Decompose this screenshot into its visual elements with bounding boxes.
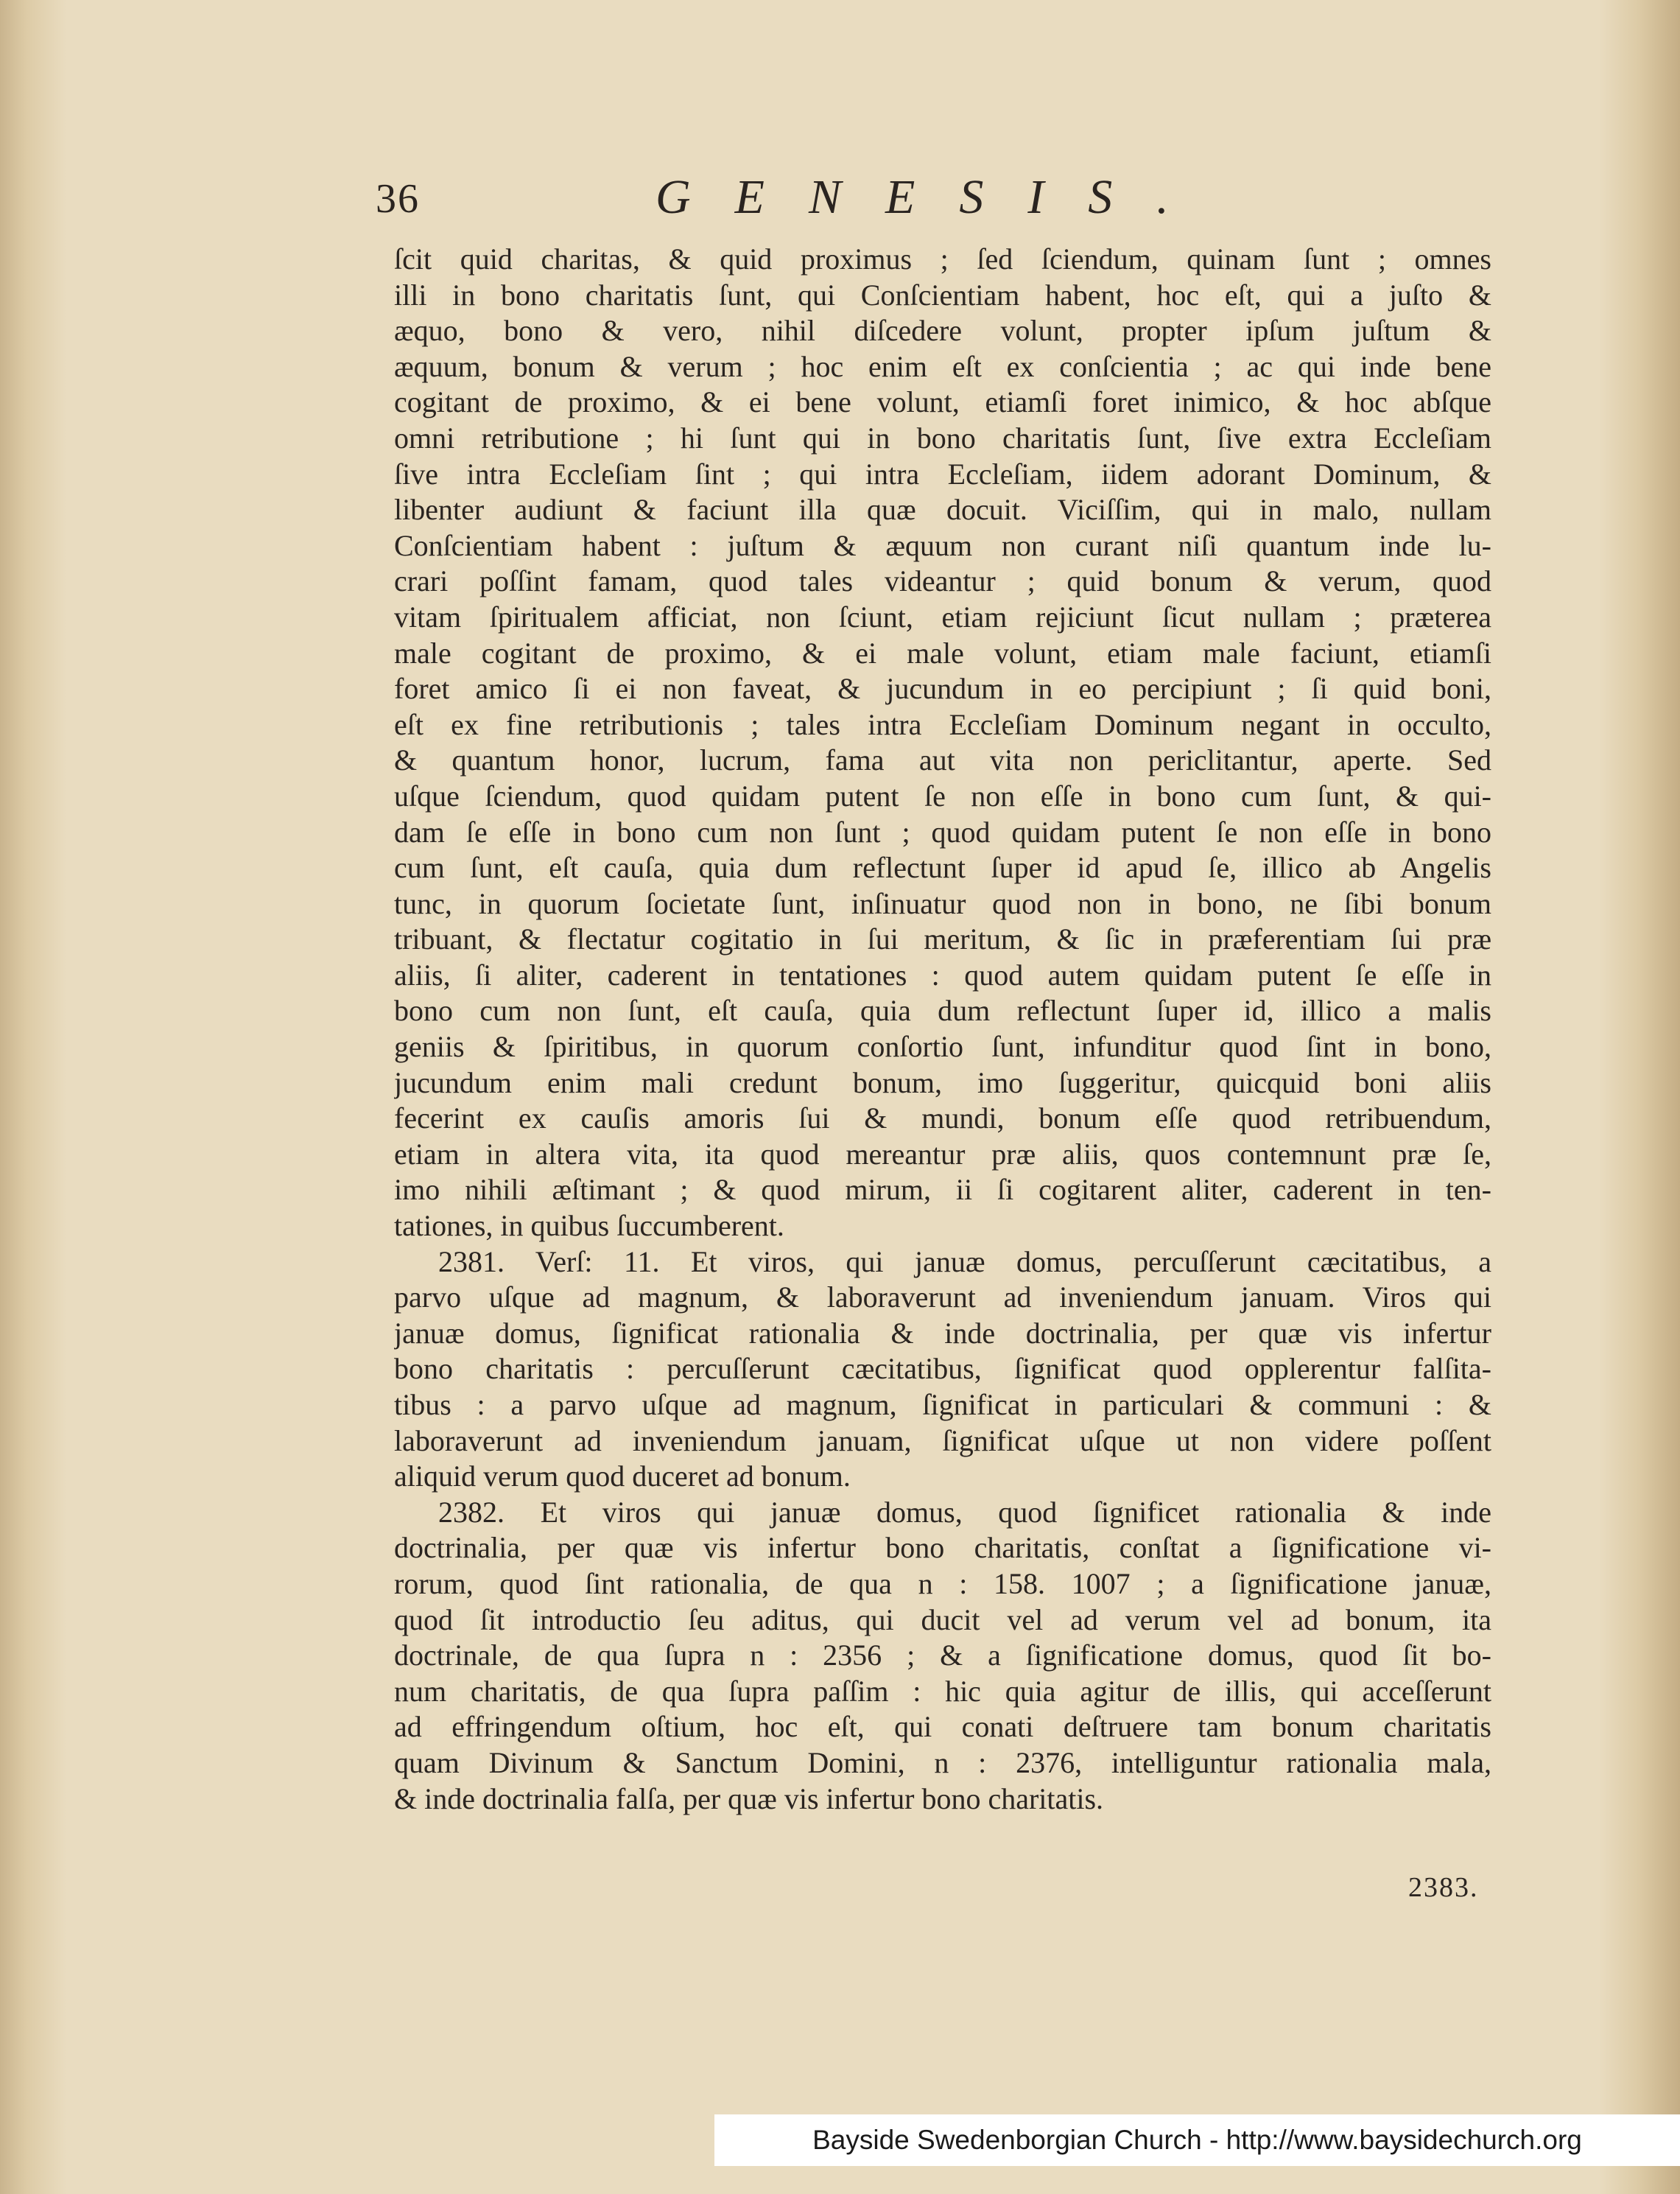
text-line: æquum, bonum & verum ; hoc enim eſt ex conſcientia ; ac qui inde bene: [394, 349, 1491, 383]
running-title: GENESIS.: [656, 170, 1213, 224]
body-text: [394, 242, 1491, 1817]
paragraph-2381: [394, 1244, 1491, 1495]
text-line: cum ſunt, eſt cauſa, quia dum reflectunt ſuper id apud ſe, illico ab Angelis: [394, 851, 1491, 885]
text-line: num charitatis, de qua ſupra paſſim : hic quia agitur de illis, qui acceſſerunt: [394, 1674, 1491, 1708]
text-line: laboraverunt ad inveniendum januam, ſignificat uſque ut non videre poſſent: [394, 1423, 1491, 1457]
text-line: vitam ſpiritualem afficiat, non ſciunt, etiam rejiciunt ſicut nullam ; præterea: [394, 600, 1491, 634]
source-watermark: Bayside Swedenborgian Church - http://www.baysidechurch.org: [714, 2114, 1680, 2166]
text-line: illi in bono charitatis ſunt, qui Conſcientiam habent, hoc eſt, qui a juſto &: [394, 278, 1491, 312]
text-line: januæ domus, ſignificat rationalia & inde doctrinalia, per quæ vis infertur: [394, 1316, 1491, 1350]
text-line: uſque ſciendum, quod quidam putent ſe non eſſe in bono cum ſunt, & qui-: [394, 779, 1491, 813]
page-edge-right: [1599, 0, 1680, 2194]
text-line: etiam in altera vita, ita quod mereantur præ aliis, quos contemnunt præ ſe,: [394, 1137, 1491, 1171]
text-line: eſt ex fine retributionis ; tales intra Eccleſiam Dominum negant in occulto,: [394, 707, 1491, 741]
text-line: tationes, in quibus ſuccumberent.: [394, 1209, 784, 1243]
text-line: jucundum enim mali credunt bonum, imo ſuggeritur, quicquid boni aliis: [394, 1065, 1491, 1099]
text-line: aliis, ſi aliter, caderent in tentationes : quod autem quidam putent ſe eſſe in: [394, 958, 1491, 992]
paragraph-continuation: [394, 242, 1491, 1244]
text-line: rorum, quod ſint rationalia, de qua n : 158. 1007 ; a ſignificatione januæ,: [394, 1566, 1491, 1600]
text-line: geniis & ſpiritibus, in quorum conſortio ſunt, infunditur quod ſint in bono,: [394, 1030, 1491, 1064]
text-line: bono cum non ſunt, eſt cauſa, quia dum reflectunt ſuper id, illico a malis: [394, 994, 1491, 1028]
text-line: aliquid verum quod duceret ad bonum.: [394, 1459, 851, 1493]
text-line: ſive intra Eccleſiam ſint ; qui intra Eccleſiam, iidem adorant Dominum, &: [394, 457, 1491, 491]
text-line: omni retributione ; hi ſunt qui in bono charitatis ſunt, ſive extra Eccleſiam: [394, 421, 1491, 455]
page-header: [376, 169, 1466, 243]
text-line: quod ſit introductio ſeu aditus, qui ducit vel ad verum vel ad bonum, ita: [394, 1602, 1491, 1636]
catchword: 2383.: [1408, 1872, 1479, 1903]
text-line: ad effringendum oſtium, hoc eſt, qui conati deſtruere tam bonum charitatis: [394, 1710, 1491, 1744]
text-line: doctrinalia, per quæ vis infertur bono charitatis, conſtat a ſignificatione vi-: [394, 1531, 1491, 1565]
text-line: æquo, bono & vero, nihil diſcedere volunt, propter ipſum juſtum &: [394, 314, 1491, 348]
page-edge-left: [0, 0, 66, 2194]
text-line: doctrinale, de qua ſupra n : 2356 ; & a ſignificatione domus, quod ſit bo-: [394, 1639, 1491, 1672]
text-line: cogitant de proximo, & ei bene volunt, etiamſi foret inimico, & hoc abſque: [394, 385, 1491, 419]
text-line: libenter audiunt & faciunt illa quæ docuit. Viciſſim, qui in malo, nullam: [394, 493, 1491, 527]
text-line: dam ſe eſſe in bono cum non ſunt ; quod quidam putent ſe non eſſe in bono: [394, 815, 1491, 849]
text-line: Conſcientiam habent : juſtum & æquum non curant niſi quantum inde lu-: [394, 528, 1491, 562]
text-line: fecerint ex cauſis amoris ſui & mundi, bonum eſſe quod retribuendum,: [394, 1101, 1491, 1135]
text-line: & inde doctrinalia falſa, per quæ vis infertur bono charitatis.: [394, 1781, 1104, 1815]
text-line: 2381. Verſ: 11. Et viros, qui januæ domus, percuſſerunt cæcitatibus, a: [438, 1244, 1491, 1278]
text-line: imo nihili æſtimant ; & quod mirum, ii ſi cogitarent aliter, caderent in ten-: [394, 1173, 1491, 1207]
text-line: tibus : a parvo uſque ad magnum, ſignificat in particulari & communi : &: [394, 1388, 1491, 1421]
text-line: male cogitant de proximo, & ei male volunt, etiam male faciunt, etiamſi: [394, 636, 1491, 670]
text-line: tribuant, & flectatur cogitatio in ſui meritum, & ſic in præferentiam ſui præ: [394, 922, 1491, 956]
text-line: & quantum honor, lucrum, fama aut vita non periclitantur, aperte. Sed: [394, 743, 1491, 777]
text-line: quam Divinum & Sanctum Domini, n : 2376, intelliguntur rationalia mala,: [394, 1745, 1491, 1779]
text-line: ſcit quid charitas, & quid proximus ; ſed ſciendum, quinam ſunt ; omnes: [394, 242, 1491, 276]
text-line: crari poſſint famam, quod tales videantur ; quid bonum & verum, quod: [394, 564, 1491, 598]
text-line: tunc, in quorum ſocietate ſunt, inſinuatur quod non in bono, ne ſibi bonum: [394, 886, 1491, 920]
text-line: parvo uſque ad magnum, & laboraverunt ad inveniendum januam. Viros qui: [394, 1280, 1491, 1314]
text-line: foret amico ſi ei non faveat, & jucundum in eo percipiunt ; ſi quid boni,: [394, 672, 1491, 706]
text-line: bono charitatis : percuſſerunt cæcitatibus, ſignificat quod opplerentur falſita-: [394, 1352, 1491, 1386]
paragraph-2382: [394, 1495, 1491, 1817]
text-line: 2382. Et viros qui januæ domus, quod ſignificet rationalia & inde: [438, 1495, 1491, 1529]
page-number: 36: [376, 176, 420, 222]
